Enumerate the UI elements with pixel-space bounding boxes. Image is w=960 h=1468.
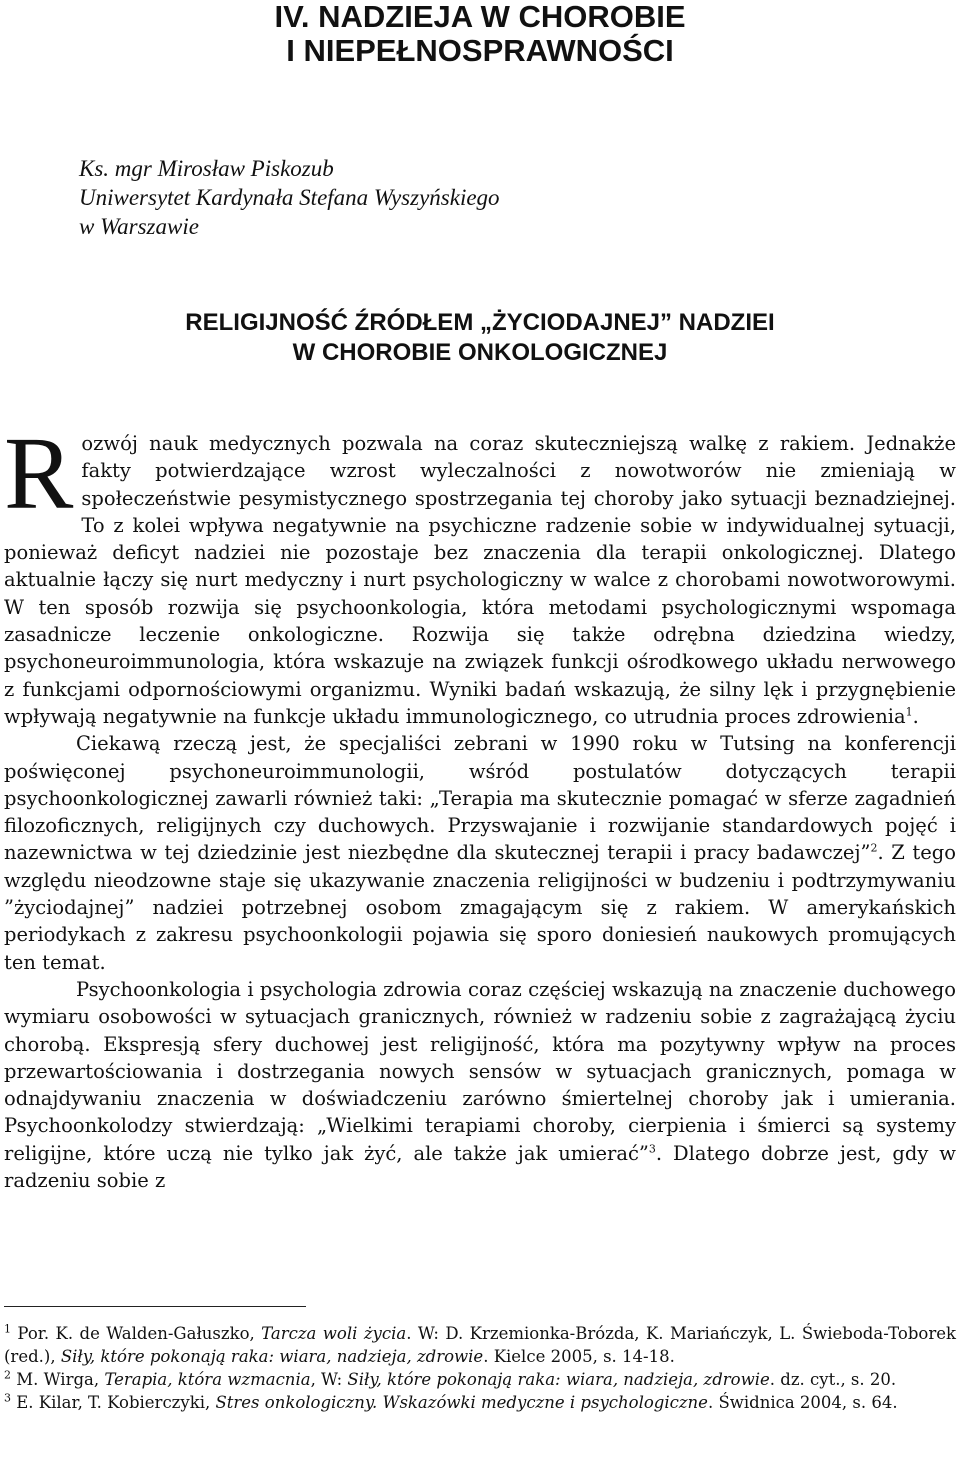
footnote-3-number: 3: [4, 1391, 11, 1405]
footnote-1-number: 1: [4, 1322, 11, 1336]
article-title: [4, 308, 956, 368]
author-city: w Warszawie: [79, 214, 199, 239]
footnote-ref-3[interactable]: 3: [648, 1142, 656, 1156]
footnote-1-book: Siły, które pokonają raka: wiara, nadzieja, zdrowie: [60, 1347, 484, 1366]
footnote-separator: [4, 1306, 306, 1307]
paragraph-2-rest: . Z tego względu nieodzowne staje się ukazywanie znaczenia religijności w budzeniu i podtrzymywaniu ”życiodajnej” nadziei potrzebnej osobom zmagającym się z rakiem. W amerykańskich periodykach z zakresu psychoonkologii pojawia się sporo doniesień naukowych promujących ten temat.: [4, 841, 956, 974]
article-title-line2: W CHOROBIE ONKOLOGICZNEJ: [292, 339, 668, 366]
document-page: [4, 0, 956, 1412]
chapter-heading-line2: I NIEPEŁNOSPRAWNOŚCI: [286, 33, 674, 68]
footnote-3-text: E. Kilar, T. Kobierczyki,: [11, 1393, 216, 1412]
paragraph-1-end: .: [912, 704, 919, 728]
paragraph-1: [4, 416, 956, 730]
chapter-heading: [4, 0, 956, 68]
footnote-2-text-3: . dz. cyt., s. 20.: [769, 1370, 897, 1389]
footnote-2-number: 2: [4, 1368, 11, 1382]
footnote-2: [4, 1368, 956, 1391]
footnote-3-title: Stres onkologiczny. Wskazówki medyczne i psychologiczne: [215, 1393, 708, 1412]
paragraph-3: [4, 976, 956, 1194]
paragraph-3-text: Psychoonkologia i psychologia zdrowia coraz częściej wskazują na znaczenie duchowego wymiaru osobowości w sytuacjach granicznych, również w radzeniu sobie z zagrażającą życiu chorobą. Ekspresją sfery duchowej jest religijność, która ma pozytywny wpływ na proces przewartościowania i dostrzegania nowych sensów w sytuacjach granicznych, pomaga w odnajdywaniu znaczenia w doświadczeniu zarówno śmiertelnej choroby jak i umierania. Psychoonkolodzy stwierdzają: „Wielkimi terapiami choroby, cierpienia i śmierci są systemy religijne, które uczą nie tylko jak żyć, ale także jak umierać”: [4, 977, 956, 1165]
footnote-1-text: Por. K. de Walden-Gałuszko,: [11, 1324, 262, 1343]
author-name: Ks. mgr Mirosław Piskozub: [79, 156, 334, 181]
footnotes: [4, 1322, 956, 1414]
footnote-3: [4, 1391, 956, 1414]
footnote-1: [4, 1322, 956, 1368]
footnote-1-text-2: . W: D. Krzemionka-Brózda, K. Mariańczyk, L. Świeboda-Toborek (red.),: [4, 1324, 956, 1366]
author-affiliation: Uniwersytet Kardynała Stefana Wyszyńskiego: [79, 185, 500, 210]
chapter-heading-line1: IV. NADZIEJA W CHOROBIE: [274, 0, 686, 34]
footnote-ref-2[interactable]: 2: [870, 841, 878, 855]
paragraph-3-rest: . Dlatego dobrze jest, gdy w radzeniu sobie z: [4, 1141, 956, 1193]
article-body: [4, 416, 956, 1194]
footnote-2-text: M. Wirga,: [11, 1370, 105, 1389]
footnote-1-title: Tarcza woli życia: [261, 1324, 407, 1343]
paragraph-2-text: Ciekawą rzeczą jest, że specjaliści zebrani w 1990 roku w Tutsing na konferencji poświęconej psychoneuroimmunologii, wśród postulatów dotyczących terapii psychoonkologicznej zawarli również taki: „Terapia ma skutecznie pomagać w sferze zagadnień filozoficznych, religijnych czy duchowych. Przyswajanie i rozwijanie standardowych pojęć i nazewnictwa w tej dziedzinie jest niezbędne dla skutecznej terapii i pracy badawczej”: [4, 732, 956, 865]
footnote-2-text-2: , W:: [310, 1370, 348, 1389]
drop-cap: R: [4, 416, 74, 531]
article-title-line1: RELIGIJNOŚĆ ŹRÓDŁEM „ŻYCIODAJNEJ” NADZIEI: [185, 309, 775, 336]
footnote-ref-1[interactable]: 1: [905, 705, 913, 719]
footnote-2-book: Siły, które pokonają raka: wiara, nadzieja, zdrowie: [347, 1370, 770, 1389]
footnote-1-text-3: . Kielce 2005, s. 14-18.: [483, 1347, 675, 1366]
footnote-3-text-2: . Świdnica 2004, s. 64.: [707, 1393, 898, 1412]
footnote-2-title: Terapia, która wzmacnia: [104, 1370, 311, 1389]
paragraph-2: [4, 730, 956, 976]
author-block: [4, 154, 500, 241]
paragraph-1-text: ozwój nauk medycznych pozwala na coraz skuteczniejszą walkę z rakiem. Jednakże fakty potwierdzające wzrost wyleczalności z nowotworów nie zmieniają w społeczeństwie pesymistycznego spostrzegania tej choroby jako sytuacji beznadziejnej. To z kolei wpływa negatywnie na psychiczne radzenie sobie w indywidualnej sytuacji, ponieważ deficyt nadziei nie pozostaje bez znaczenia dla terapii onkologicznej. Dlatego aktualnie łączy się nurt medyczny i nurt psychologiczny w walce z chorobami nowotworowymi. W ten sposób rozwija się psychoonkologia, która metodami psychologicznymi wspomaga zasadnicze leczenie onkologiczne. Rozwija się także odrębna dziedzina wiedzy, psychoneuroimmunologia, która wskazuje na związek funkcji ośrodkowego układu nerwowego z funkcjami odpornościowymi organizmu. Wyniki badań wskazują, że silny lęk i przygnębienie wpływają negatywnie na funkcje układu immunologicznego, co utrudnia proces zdrowienia: [4, 432, 956, 728]
